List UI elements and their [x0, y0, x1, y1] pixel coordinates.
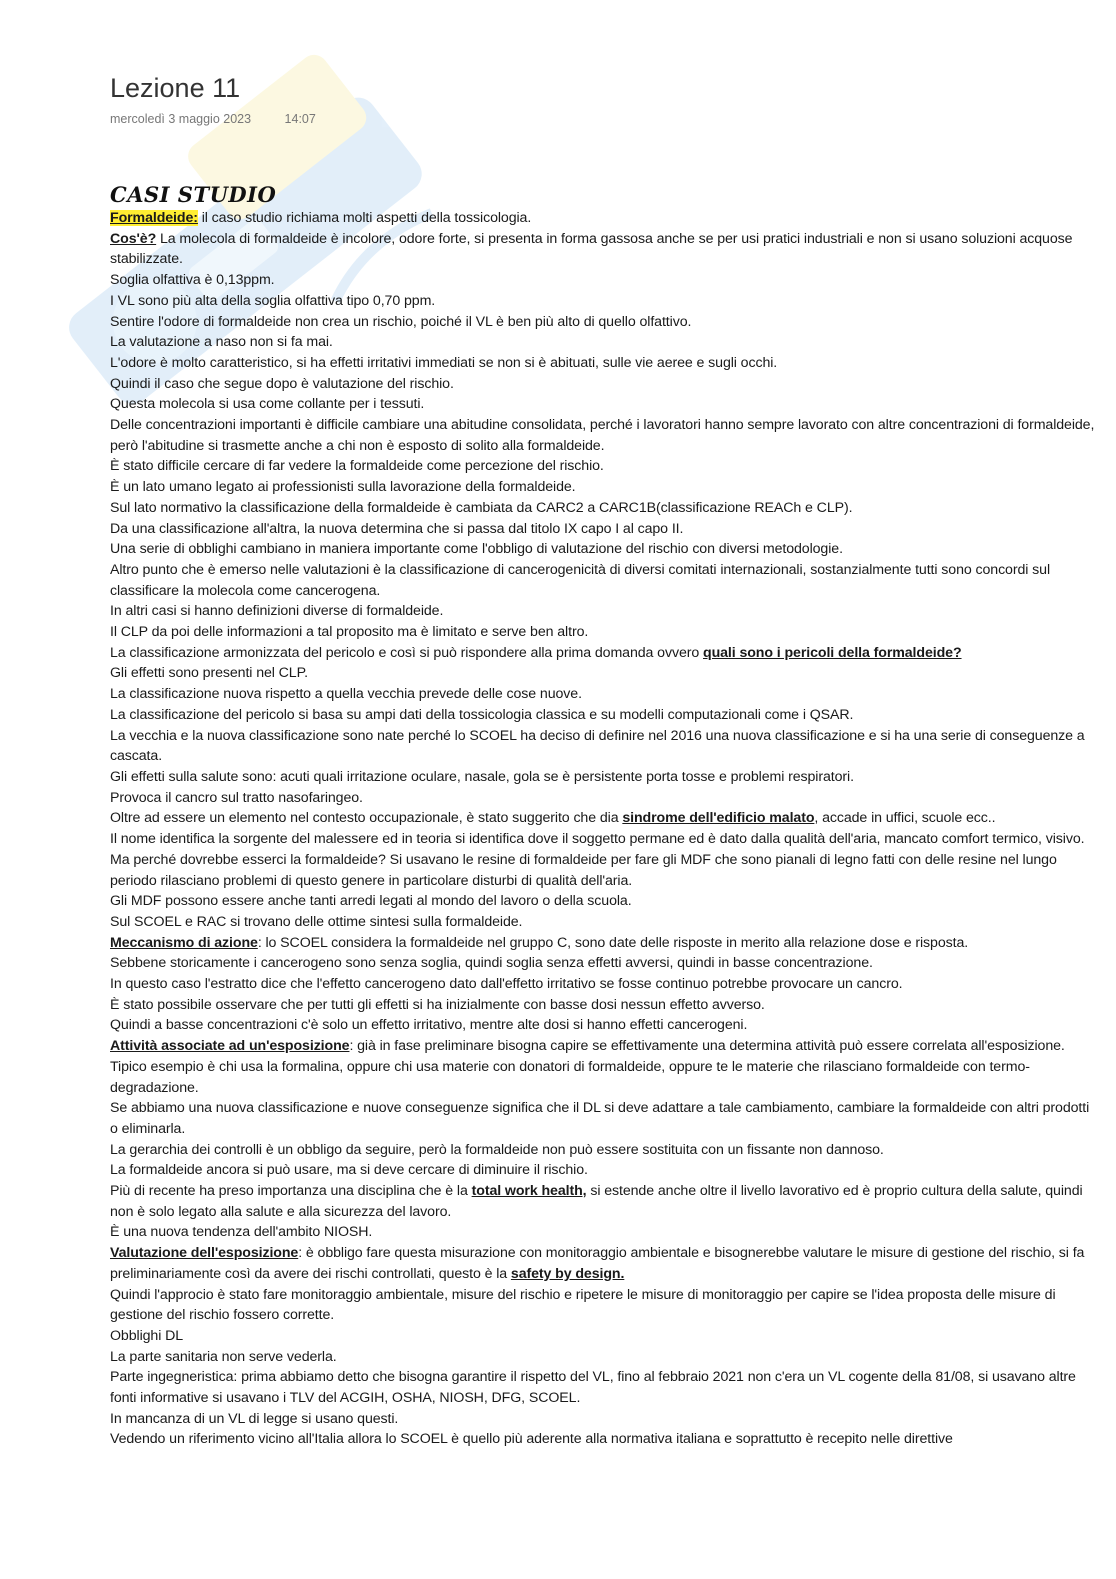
paragraph [110, 829, 1095, 850]
paragraph [110, 291, 1095, 312]
text-run: Quindi l'approcio è stato fare monitoraggio ambientale, misure del rischio e ripetere le misure di monitoraggio per capire se l'idea proposta delle misure di gestione del rischio fossero corrette. [110, 1286, 1056, 1324]
page-title: Lezione 11 [110, 73, 241, 103]
paragraph [110, 705, 1095, 726]
text-run: Vedendo un riferimento vicino all'Italia allora lo SCOEL è quello più aderente alla normativa italiana e soprattutto è recepito nelle direttive [110, 1431, 953, 1448]
text-run: Provoca il cancro sul tratto nasofaringeo. [110, 789, 363, 806]
paragraph [110, 208, 1095, 229]
text-run: : lo SCOEL considera la formaldeide nel gruppo C, sono date delle risposte in merito alla relazione dose e risposta. [257, 934, 969, 951]
text-run: Gli effetti sono presenti nel CLP. [110, 665, 308, 682]
text-run: La molecola di formaldeide è incolore, odore forte, si presenta in forma gassosa anche se per usi pratici industriali e non si usano soluzioni acquose stabilizzate. [110, 230, 1073, 268]
paragraph [110, 1409, 1095, 1430]
text-run: In mancanza di un VL di legge si usano questi. [110, 1410, 399, 1427]
text-run: In questo caso l'estratto dice che l'effetto cancerogeno dato dall'effetto irritativo se fosse continuo potrebbe provocare un cancro. [110, 976, 903, 993]
paragraph [110, 808, 1095, 829]
text-run: È una nuova tendenza dell'ambito NIOSH. [110, 1224, 373, 1241]
text-run: Sul SCOEL e RAC si trovano delle ottime sintesi sulla formaldeide. [110, 913, 523, 930]
text-run: Tipico esempio è chi usa la formalina, oppure chi usa materie con donatori di formaldeide, oppure te le materie che rilasciano formaldeide con termo-degradazione. [110, 1058, 1030, 1096]
text-run: Sentire l'odore di formaldeide non crea un rischio, poiché il VL è ben più alto di quello olfattivo. [110, 313, 692, 330]
paragraph [110, 1367, 1095, 1408]
paragraph [110, 767, 1095, 788]
paragraph [110, 1160, 1095, 1181]
text-run: si estende anche oltre il livello lavorativo ed è proprio cultura della salute, quindi non è solo legato alla salute e alla sicurezza del lavoro. [110, 1183, 1083, 1220]
text-run: Quindi il caso che segue dopo è valutazione del rischio. [110, 375, 454, 392]
text-run: Una serie di obblighi cambiano in maniera importante come l'obbligo di valutazione del rischio con diversi metodologie. [110, 541, 843, 558]
paragraph [110, 726, 1095, 767]
paragraph [110, 933, 1095, 954]
section-heading: CASI STUDIO [110, 182, 277, 207]
text-run: Se abbiamo una nuova classificazione e nuove conseguenze significa che il DL si deve adattare a tale cambiamento, cambiare la formaldeide con altri prodotti o eliminarla. [110, 1100, 1090, 1137]
text-run: La valutazione a naso non si fa mai. [110, 334, 333, 351]
document-body [110, 208, 1095, 1450]
text-run: Da una classificazione all'altra, la nuova determina che si passa dal titolo IX capo I al capo II. [110, 520, 684, 537]
text-run: Sul lato normativo la classificazione della formaldeide è cambiata da CARC2 a CARC1B(classificazione REACh e CLP). [110, 499, 853, 516]
page-time: 14:07 [284, 112, 316, 126]
paragraph [110, 1285, 1095, 1326]
emphasis-text: Attività associate ad un'esposizione [110, 1038, 350, 1055]
emphasis-text: Cos'è? [110, 230, 157, 247]
text-run: I VL sono più alta della soglia olfattiva tipo 0,70 ppm. [110, 292, 436, 309]
text-run: La classificazione nuova rispetto a quella vecchia prevede delle cose nuove. [110, 686, 582, 703]
paragraph [110, 995, 1095, 1016]
text-run: Altro punto che è emerso nelle valutazioni è la classificazione di cancerogenicità di diversi comitati internazionali, sostanzialmente tutti sono concordi sul classificare la molecola come cancerogena. [110, 561, 1050, 599]
paragraph [110, 953, 1095, 974]
paragraph [110, 498, 1095, 519]
text-run: Soglia olfattiva è 0,13ppm. [110, 272, 275, 289]
dateline [110, 112, 1095, 130]
paragraph [110, 229, 1095, 270]
paragraph [110, 270, 1095, 291]
paragraph [110, 1140, 1095, 1161]
paragraph [110, 1015, 1095, 1036]
text-run: È stato possibile osservare che per tutti gli effetti si ha inizialmente con basse dosi nessun effetto avverso. [110, 996, 765, 1013]
text-run: La classificazione del pericolo si basa su ampi dati della tossicologia classica e su modelli computazionali come i QSAR. [110, 706, 854, 723]
page-content [110, 70, 1095, 1450]
paragraph [110, 374, 1095, 395]
text-run: La formaldeide ancora si può usare, ma si deve cercare di diminuire il rischio. [110, 1162, 588, 1179]
emphasis-text: safety by design. [510, 1265, 625, 1282]
paragraph [110, 622, 1095, 643]
paragraph [110, 891, 1095, 912]
text-run: Il nome identifica la sorgente del malessere ed in teoria si identifica dove il soggetto permane ed è dato dalla qualità dell'aria, mancato comfort termico, visivo. [110, 831, 1085, 848]
paragraph [110, 663, 1095, 684]
paragraph [110, 1243, 1095, 1284]
paragraph [110, 643, 1095, 664]
text-run: Sebbene storicamente i cancerogeno sono senza soglia, quindi soglia senza effetti avversi, quindi in basse concentrazione. [110, 955, 873, 972]
text-run: La parte sanitaria non serve vederla. [110, 1348, 337, 1365]
text-run: Gli MDF possono essere anche tanti arredi legati al mondo del lavoro o della scuola. [110, 893, 632, 910]
paragraph [110, 519, 1095, 540]
text-run: Quindi a basse concentrazioni c'è solo un effetto irritativo, mentre alte dosi si hanno effetti cancerogeni. [110, 1017, 748, 1034]
paragraph [110, 560, 1095, 601]
paragraph [110, 312, 1095, 333]
text-run: Parte ingegneristica: prima abbiamo detto che bisogna garantire il rispetto del VL, fino al febbraio 2021 non c'era un VL cogente della 81/08, si usavano altre fonti informative si usavano i TLV del ACGIH, OSHA, NIOSH, DFG, SCOEL. [110, 1369, 1076, 1407]
text-run: È un lato umano legato ai professionisti sulla lavorazione della formaldeide. [110, 479, 576, 496]
text-run: Obblighi DL [110, 1327, 184, 1344]
emphasis-text: Valutazione dell'esposizione [110, 1245, 299, 1262]
paragraph [110, 394, 1095, 415]
text-run: Il CLP da poi delle informazioni a tal proposito ma è limitato e serve ben altro. [110, 624, 589, 641]
paragraph [110, 1429, 1095, 1450]
emphasis-text: total work health, [471, 1183, 587, 1200]
paragraph [110, 788, 1095, 809]
paragraph [110, 1222, 1095, 1243]
emphasis-text: quali sono i pericoli della formaldeide? [703, 644, 962, 661]
text-run: Gli effetti sulla salute sono: acuti quali irritazione oculare, nasale, gola se è persistente porta tosse e problemi respiratori. [110, 768, 854, 785]
paragraph [110, 332, 1095, 353]
text-run: In altri casi si hanno definizioni diverse di formaldeide. [110, 603, 444, 620]
text-run: La gerarchia dei controlli è un obbligo da seguire, però la formaldeide non può essere sostituita con un fissante non dannoso. [110, 1141, 884, 1158]
emphasis-text: sindrome dell'edificio malato [622, 810, 815, 827]
text-run: Ma perché dovrebbe esserci la formaldeide? Si usavano le resine di formaldeide per fare gli MDF che sono pianali di legno fatti con delle resine nel lungo periodo rilasciano problemi di questo genere in particolare disturbi di qualità dell'aria. [110, 851, 1057, 889]
text-run: Delle concentrazioni importanti è difficile cambiare una abitudine consolidata, perché i lavoratori hanno sempre lavorato con altre concentrazioni di formaldeide, però l'abitudine si trasmette anche a chi non è esposto di solito alla formaldeide. [110, 417, 1095, 454]
paragraph [110, 974, 1095, 995]
text-run: La classificazione armonizzata del pericolo e così si può rispondere alla prima domanda ovvero [110, 644, 703, 661]
text-run: Questa molecola si usa come collante per i tessuti. [110, 396, 425, 413]
paragraph [110, 1036, 1095, 1057]
text-run: : già in fase preliminare bisogna capire se effettivamente una determina attività può essere correlata all'esposizione. [349, 1038, 1065, 1055]
paragraph [110, 1057, 1095, 1098]
text-run: La vecchia e la nuova classificazione sono nate perché lo SCOEL ha deciso di definire nel 2016 una nuova classificazione e si ha una serie di conseguenze a cascata. [110, 727, 1085, 765]
paragraph [110, 1181, 1095, 1222]
paragraph [110, 1098, 1095, 1139]
paragraph [110, 477, 1095, 498]
paragraph [110, 415, 1095, 456]
paragraph [110, 1326, 1095, 1347]
text-run: il caso studio richiama molti aspetti della tossicologia. [197, 210, 532, 226]
paragraph [110, 1347, 1095, 1368]
text-run: È stato difficile cercare di far vedere la formaldeide come percezione del rischio. [110, 458, 604, 475]
paragraph [110, 912, 1095, 933]
page-date: mercoledì 3 maggio 2023 [110, 112, 252, 126]
paragraph [110, 353, 1095, 374]
text-run: : è obbligo fare questa misurazione con monitoraggio ambientale e bisognerebbe valutare le misure di gestione del rischio, si fa preliminariamente così da avere dei rischi controllati, questo è la [110, 1245, 1085, 1282]
emphasis-text: Formaldeide: [110, 210, 198, 226]
paragraph [110, 456, 1095, 477]
paragraph [110, 684, 1095, 705]
paragraph [110, 539, 1095, 560]
text-run: , accade in uffici, scuole ecc.. [814, 810, 996, 827]
paragraph [110, 601, 1095, 622]
emphasis-text: Meccanismo di azione [110, 934, 258, 951]
text-run: L'odore è molto caratteristico, si ha effetti irritativi immediati se non si è abituati, sulle vie aeree e sugli occhi. [110, 354, 778, 371]
paragraph [110, 850, 1095, 891]
text-run: Più di recente ha preso importanza una disciplina che è la [110, 1183, 472, 1200]
text-run: Oltre ad essere un elemento nel contesto occupazionale, è stato suggerito che dia [110, 810, 623, 827]
